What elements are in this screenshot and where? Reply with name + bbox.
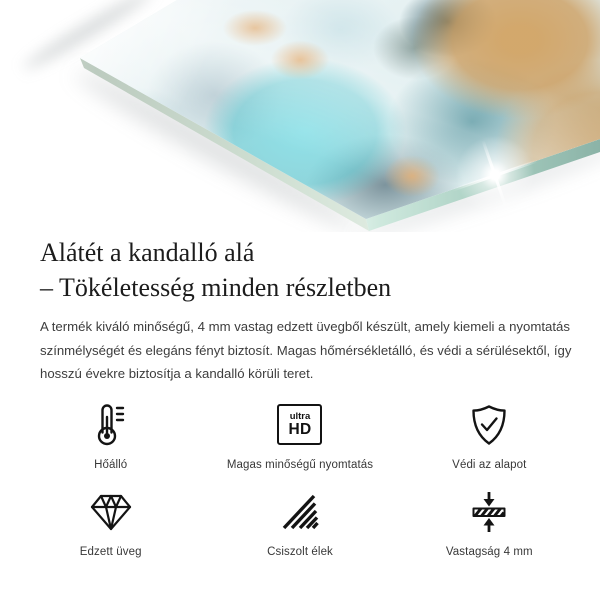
- heading-line-2: – Tökéletesség minden részletben: [40, 273, 392, 302]
- product-description: [40, 315, 572, 386]
- feature-heat-resistant: [16, 402, 205, 471]
- sparkle-highlight: [447, 127, 543, 223]
- ultra-hd-icon: [277, 404, 322, 445]
- shield-check-icon: [467, 403, 511, 447]
- polished-edges-icon: [281, 493, 319, 531]
- feature-protects-base: [395, 402, 584, 471]
- feature-thickness: [395, 489, 584, 558]
- feature-tempered-glass: [16, 489, 205, 558]
- feature-label: Hőálló: [94, 458, 128, 471]
- feature-label: Védi az alapot: [452, 458, 527, 471]
- thickness-press-icon: [469, 492, 509, 532]
- ultra-hd-icon-text-top: ultra: [289, 410, 311, 422]
- diamond-icon: [89, 492, 133, 532]
- feature-label: Edzett üveg: [79, 545, 142, 558]
- thermometer-icon: [94, 403, 128, 447]
- description-line: hosszú évekre biztosítja a kandalló körüli teret.: [40, 366, 314, 381]
- feature-label: Csiszolt élek: [267, 545, 333, 558]
- feature-label: Vastagság 4 mm: [445, 545, 533, 558]
- feature-label: Magas minőségű nyomtatás: [226, 458, 374, 471]
- product-hero-image: [0, 0, 600, 232]
- description-line: A termék kiváló minőségű, 4 mm vastag edzett üvegből készült, amely kiemeli a nyomtatás: [40, 319, 570, 334]
- feature-grid: [0, 402, 600, 558]
- page-title: [40, 235, 560, 305]
- ultra-hd-icon-text-bottom: HD: [288, 420, 312, 438]
- feature-print-quality: [205, 402, 394, 471]
- product-description-section: [0, 235, 600, 386]
- description-line: színmélységét és elegáns fényt biztosít. Magas hőmérsékletálló, és védi a sérülésektől, így: [40, 342, 572, 358]
- feature-polished-edges: [205, 489, 394, 558]
- heading-line-1: Alátét a kandalló alá: [40, 238, 255, 267]
